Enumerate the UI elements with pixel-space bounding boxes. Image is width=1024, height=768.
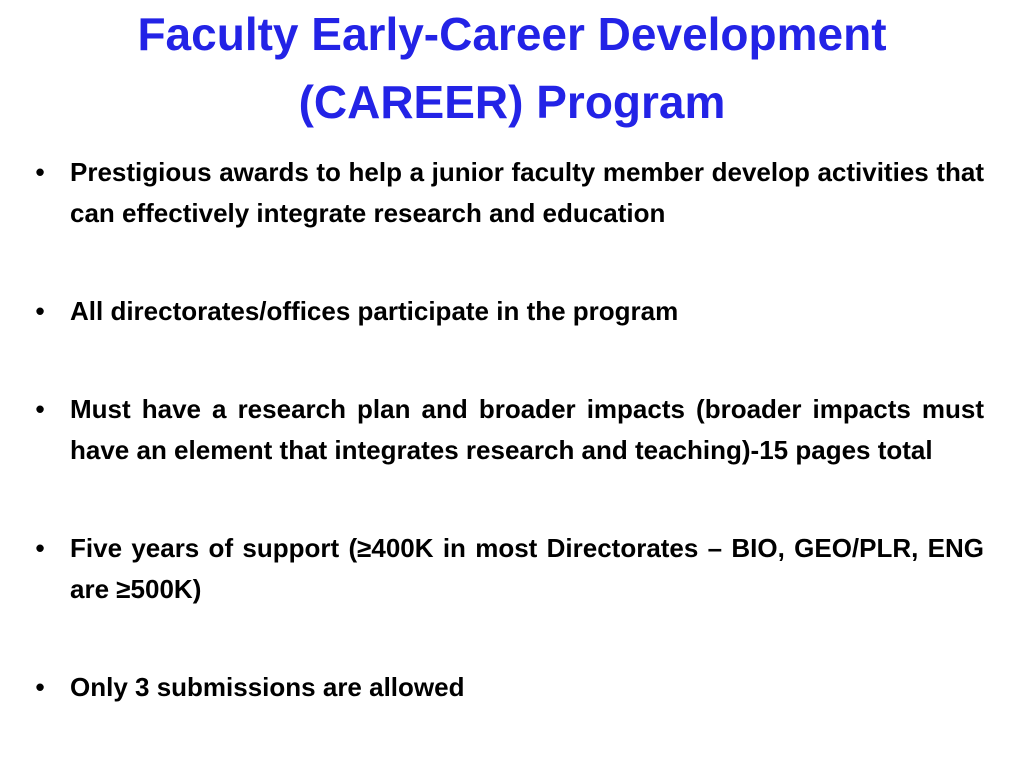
- slide-title: [40, 0, 984, 136]
- bullet-item-awards: [30, 152, 984, 234]
- bullet-item-submissions: [30, 667, 984, 708]
- bullet-item-research-plan: [30, 389, 984, 471]
- bullet-text: Must have a research plan and broader impacts (broader impacts must have an element that integrates research and teaching)-15 pages total: [70, 394, 984, 465]
- bullet-spacer: [30, 234, 984, 291]
- slide-title-line-2: (CAREER) Program: [298, 76, 726, 128]
- bullet-item-support: [30, 528, 984, 610]
- slide-title-line-1: Faculty Early-Career Development: [137, 8, 887, 60]
- bullet-spacer: [30, 610, 984, 667]
- bullet-text: Only 3 submissions are allowed: [70, 672, 465, 702]
- bullet-dot-icon: •: [35, 157, 45, 187]
- bullet-text: Prestigious awards to help a junior faculty member develop activities that can effectively integrate research and education: [70, 157, 984, 228]
- bullet-list: [30, 152, 984, 708]
- bullet-text: All directorates/offices participate in the program: [70, 296, 679, 326]
- bullet-spacer: [30, 471, 984, 528]
- bullet-dot-icon: •: [35, 533, 45, 563]
- bullet-spacer: [30, 332, 984, 389]
- bullet-item-directorates: [30, 291, 984, 332]
- bullet-text: Five years of support (≥400K in most Directorates – BIO, GEO/PLR, ENG are ≥500K): [70, 533, 984, 604]
- bullet-dot-icon: •: [35, 394, 45, 424]
- bullet-dot-icon: •: [35, 296, 45, 326]
- bullet-dot-icon: •: [35, 672, 45, 702]
